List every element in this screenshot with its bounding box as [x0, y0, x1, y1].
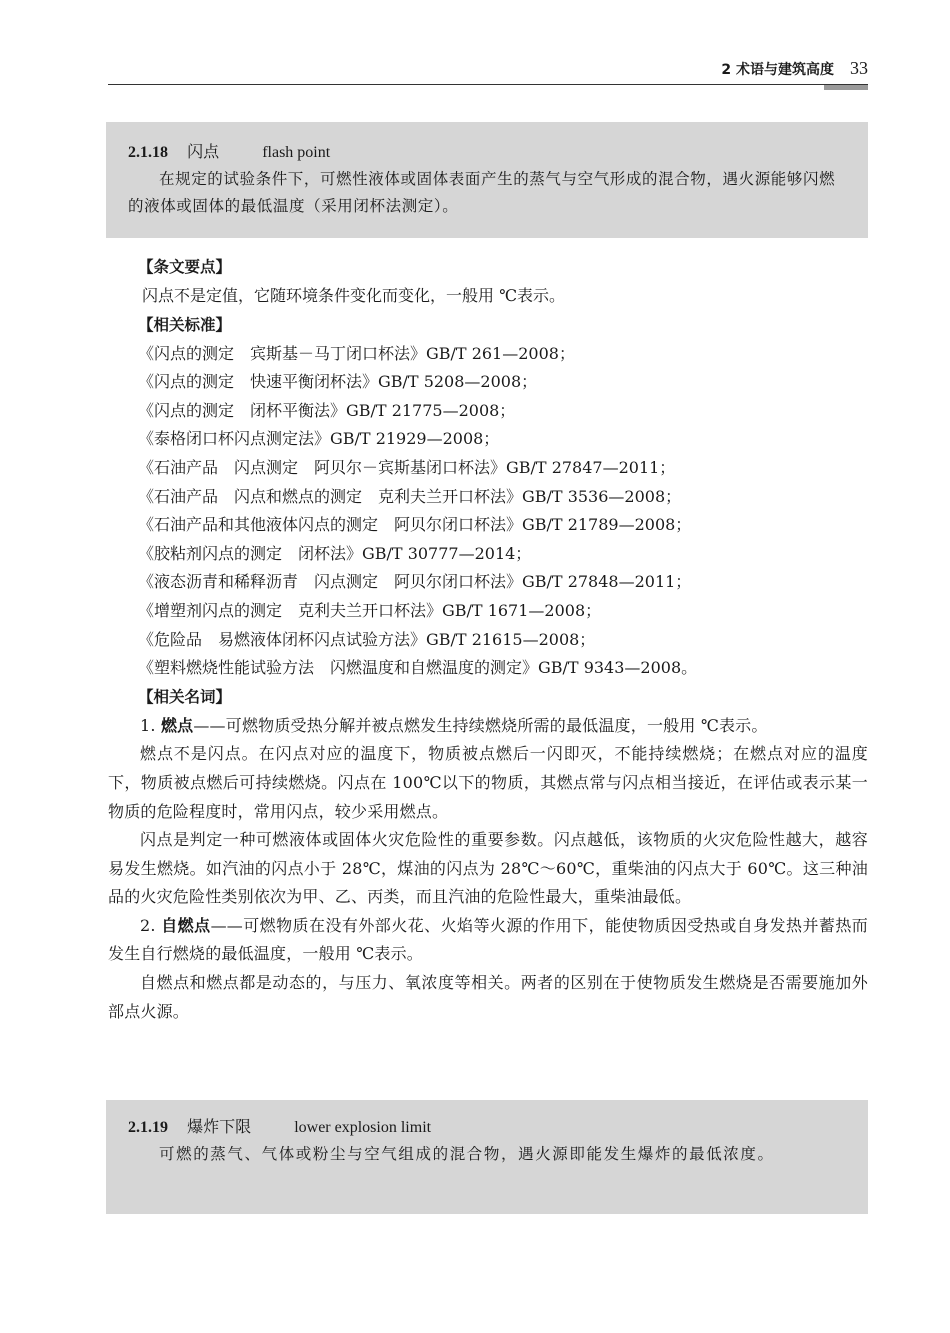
standard-item: 《闪点的测定 闭杯平衡法》GB/T 21775—2008； — [138, 400, 516, 420]
key-points-text: 闪点不是定值，它随环境条件变化而变化，一般用 ℃表示。 — [142, 286, 565, 305]
paragraph: 燃点不是闪点。在闪点对应的温度下，物质被点燃后一闪即灭，不能持续燃烧；在燃点对应的温度下，物质被点燃后可持续燃烧。闪点在 100℃以下的物质，其燃点常与闪点相当接近，在评估或表示某一物质的危险程度时，常用闪点，较少采用燃点。 — [108, 744, 868, 821]
term-definition: 可燃的蒸气、气体或粉尘与空气组成的混合物，遇火源即能发生爆炸的最低浓度。 — [159, 1145, 775, 1163]
key-points-heading: 【条文要点】 — [138, 258, 232, 276]
standard-item: 《增塑剂闪点的测定 克利夫兰开口杯法》GB/T 1671—2008； — [138, 600, 602, 620]
header-bar — [824, 85, 868, 90]
main-text — [108, 253, 868, 1026]
standard-item: 《胶粘剂闪点的测定 闭杯法》GB/T 30777—2014； — [138, 543, 532, 563]
term-title — [128, 139, 846, 166]
standard-item: 《石油产品 闪点测定 阿贝尔－宾斯基闭口杯法》GB/T 27847—2011； — [138, 457, 676, 477]
standards-heading: 【相关标准】 — [138, 315, 232, 334]
paragraph: 自燃点和燃点都是动态的，与压力、氧浓度等相关。两者的区别在于使物质发生燃烧是否需要施加外部点火源。 — [108, 973, 868, 1021]
term-fire-point-def: ——可燃物质受热分解并被点燃发生持续燃烧所需的最低温度，一般用 ℃表示。 — [193, 715, 768, 735]
standards-list — [108, 340, 868, 683]
term-definition: 在规定的试验条件下，可燃性液体或固体表面产生的蒸气与空气形成的混合物，遇火源能够闪燃的液体或固体的最低温度（采用闭杯法测定）。 — [128, 170, 836, 215]
related-terms-heading: 【相关名词】 — [138, 687, 232, 706]
term-index: 2. — [140, 915, 162, 935]
standard-item: 《石油产品和其他液体闪点的测定 阿贝尔闭口杯法》GB/T 21789—2008； — [138, 515, 692, 535]
paragraph: 闪点是判定一种可燃液体或固体火灾危险性的重要参数。闪点越低，该物质的火灾危险性越大，越容易发生燃烧。如汽油的闪点小于 28℃，煤油的闪点为 28℃～60℃，重柴油的闪点大于 60℃。这三种油品的火灾危险性类别依次为甲、乙、丙类，而且汽油的危险性最大，重柴油最低。 — [108, 830, 868, 907]
term-fire-point: 燃点 — [160, 715, 194, 735]
page-number: 33 — [850, 58, 868, 78]
chapter-title: 2 术语与建筑高度 — [721, 62, 834, 78]
standard-item: 《危险品 易燃液体闭杯闪点试验方法》GB/T 21615—2008； — [138, 629, 596, 649]
term-name-en: flash point — [262, 144, 331, 161]
term-number: 2.1.19 — [128, 1119, 168, 1136]
standard-item: 《液态沥青和稀释沥青 闪点测定 阿贝尔闭口杯法》GB/T 27848—2011； — [138, 572, 692, 592]
term-box-flash-point — [106, 122, 868, 238]
header-rule — [108, 84, 868, 85]
term-autoignition: 自燃点 — [161, 915, 211, 935]
term-box-lower-explosion-limit — [106, 1100, 868, 1214]
term-name-en: lower explosion limit — [294, 1119, 432, 1136]
related-term-fire-point — [108, 712, 868, 741]
standard-item: 《石油产品 闪点和燃点的测定 克利夫兰开口杯法》GB/T 3536—2008； — [138, 486, 682, 506]
standard-item: 《泰格闭口杯闪点测定法》GB/T 21929—2008； — [138, 429, 500, 449]
term-number: 2.1.18 — [128, 144, 168, 161]
related-term-autoignition — [108, 912, 868, 969]
term-index: 1. — [140, 715, 161, 735]
standard-item: 《塑料燃烧性能试验方法 闪燃温度和自燃温度的测定》GB/T 9343—2008。 — [138, 658, 698, 678]
term-name-zh: 闪点 — [187, 142, 220, 161]
running-head — [108, 58, 868, 86]
term-title — [128, 1114, 846, 1141]
standard-item: 《闪点的测定 快速平衡闭杯法》GB/T 5208—2008； — [138, 372, 538, 392]
standard-item: 《闪点的测定 宾斯基－马丁闭口杯法》GB/T 261—2008； — [138, 343, 575, 363]
term-name-zh: 爆炸下限 — [187, 1117, 252, 1136]
term-autoignition-def: ——可燃物质在没有外部火花、火焰等火源的作用下，能使物质因受热或自身发热并蓄热而发生自行燃烧的最低温度，一般用 ℃表示。 — [108, 915, 868, 964]
